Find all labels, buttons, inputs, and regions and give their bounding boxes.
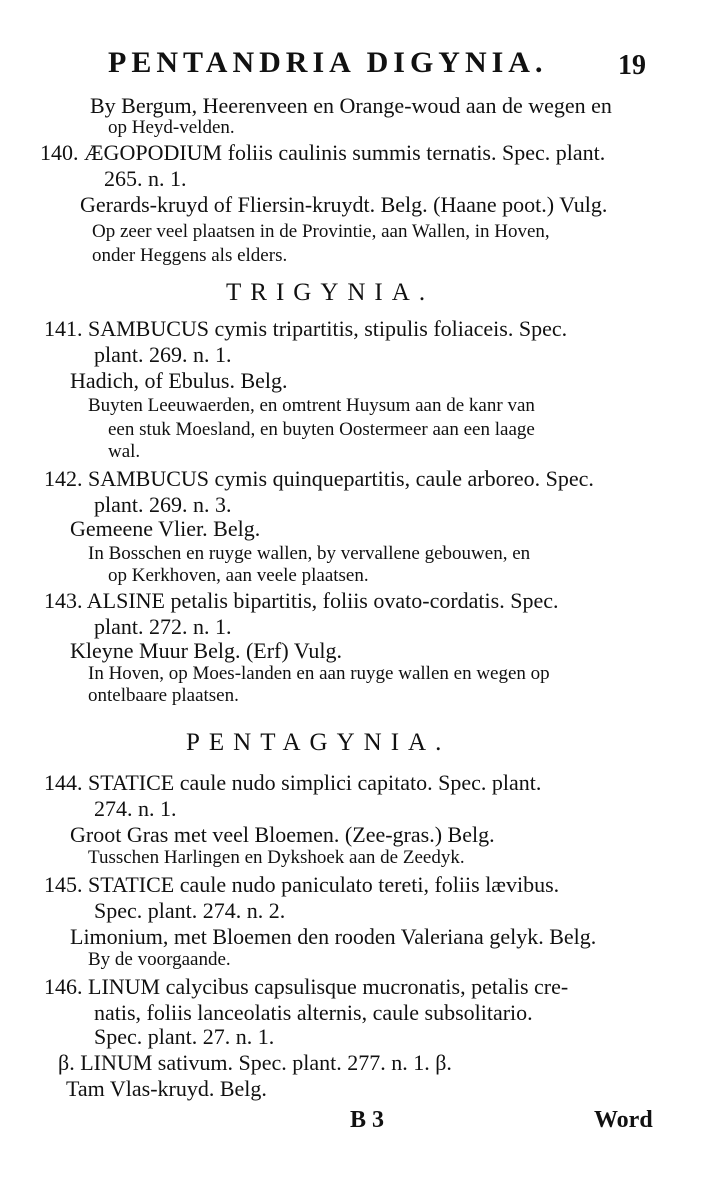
text-line: Gerards-kruyd of Fliersin-kruydt. Belg. (Haane poot.) Vulg. [80, 192, 608, 217]
signature-mark: B 3 [350, 1107, 385, 1133]
entry-144-line: 144. STATICE caule nudo simplici capitato. Spec. plant. [44, 770, 542, 795]
entry-142-line: 142. SAMBUCUS cymis quinquepartitis, caule arboreo. Spec. [44, 466, 594, 491]
text-line: In Bosschen en ruyge wallen, by vervallene gebouwen, en [88, 543, 531, 564]
text-line: Kleyne Muur Belg. (Erf) Vulg. [70, 638, 342, 663]
page-number: 19 [618, 50, 646, 81]
section-heading-pentagynia: PENTAGYNIA. [186, 729, 451, 756]
text-line: 265. n. 1. [104, 166, 187, 191]
text-line: Buyten Leeuwaerden, en omtrent Huysum aan de kanr van [88, 395, 535, 416]
text-line: Spec. plant. 274. n. 2. [94, 898, 286, 923]
entry-146-line: 146. LINUM calycibus capsulisque mucronatis, petalis cre- [44, 974, 569, 999]
entry-145-line: 145. STATICE caule nudo paniculato tereti, foliis lævibus. [44, 872, 560, 897]
text-line: By de voorgaande. [88, 949, 231, 970]
text-line: Spec. plant. 27. n. 1. [94, 1024, 275, 1049]
catchword: Word [594, 1107, 653, 1133]
text-line: In Hoven, op Moes-landen en aan ruyge wallen en wegen op [88, 663, 550, 684]
text-line: Gemeene Vlier. Belg. [70, 516, 261, 541]
text-line: plant. 269. n. 1. [94, 342, 232, 367]
section-heading-trigynia: TRIGYNIA. [226, 279, 435, 306]
text-line: ontelbaare plaatsen. [88, 685, 239, 706]
entry-140-line: 140. ÆGOPODIUM foliis caulinis summis ternatis. Spec. plant. [40, 140, 606, 165]
text-line: plant. 269. n. 3. [94, 492, 232, 517]
text-line: op Kerkhoven, aan veele plaatsen. [108, 565, 369, 586]
text-line: Groot Gras met veel Bloemen. (Zee-gras.) Belg. [70, 822, 495, 847]
entry-143-line: 143. ALSINE petalis bipartitis, foliis ovato-cordatis. Spec. [44, 588, 559, 613]
entry-141-line: 141. SAMBUCUS cymis tripartitis, stipulis foliaceis. Spec. [44, 316, 568, 341]
text-line: Tam Vlas-kruyd. Belg. [66, 1076, 267, 1101]
running-head: PENTANDRIA DIGYNIA. [108, 46, 548, 79]
text-line: Hadich, of Ebulus. Belg. [70, 368, 288, 393]
text-line: natis, foliis lanceolatis alternis, caule subsolitario. [94, 1000, 533, 1025]
text-line: Limonium, met Bloemen den rooden Valeriana gelyk. Belg. [70, 924, 597, 949]
text-line: onder Heggens als elders. [92, 245, 288, 266]
text-line: 274. n. 1. [94, 796, 177, 821]
text-line: β. LINUM sativum. Spec. plant. 277. n. 1. β. [58, 1050, 452, 1075]
text-line: Tusschen Harlingen en Dykshoek aan de Zeedyk. [88, 847, 465, 868]
text-line: een stuk Moesland, en buyten Oostermeer aan een laage [108, 419, 535, 440]
text-line: Op zeer veel plaatsen in de Provintie, aan Wallen, in Hoven, [92, 221, 550, 242]
text-line: plant. 272. n. 1. [94, 614, 232, 639]
text-line: op Heyd-velden. [108, 117, 235, 138]
text-line: wal. [108, 441, 141, 462]
text-line: By Bergum, Heerenveen en Orange-woud aan de wegen en [90, 93, 612, 118]
